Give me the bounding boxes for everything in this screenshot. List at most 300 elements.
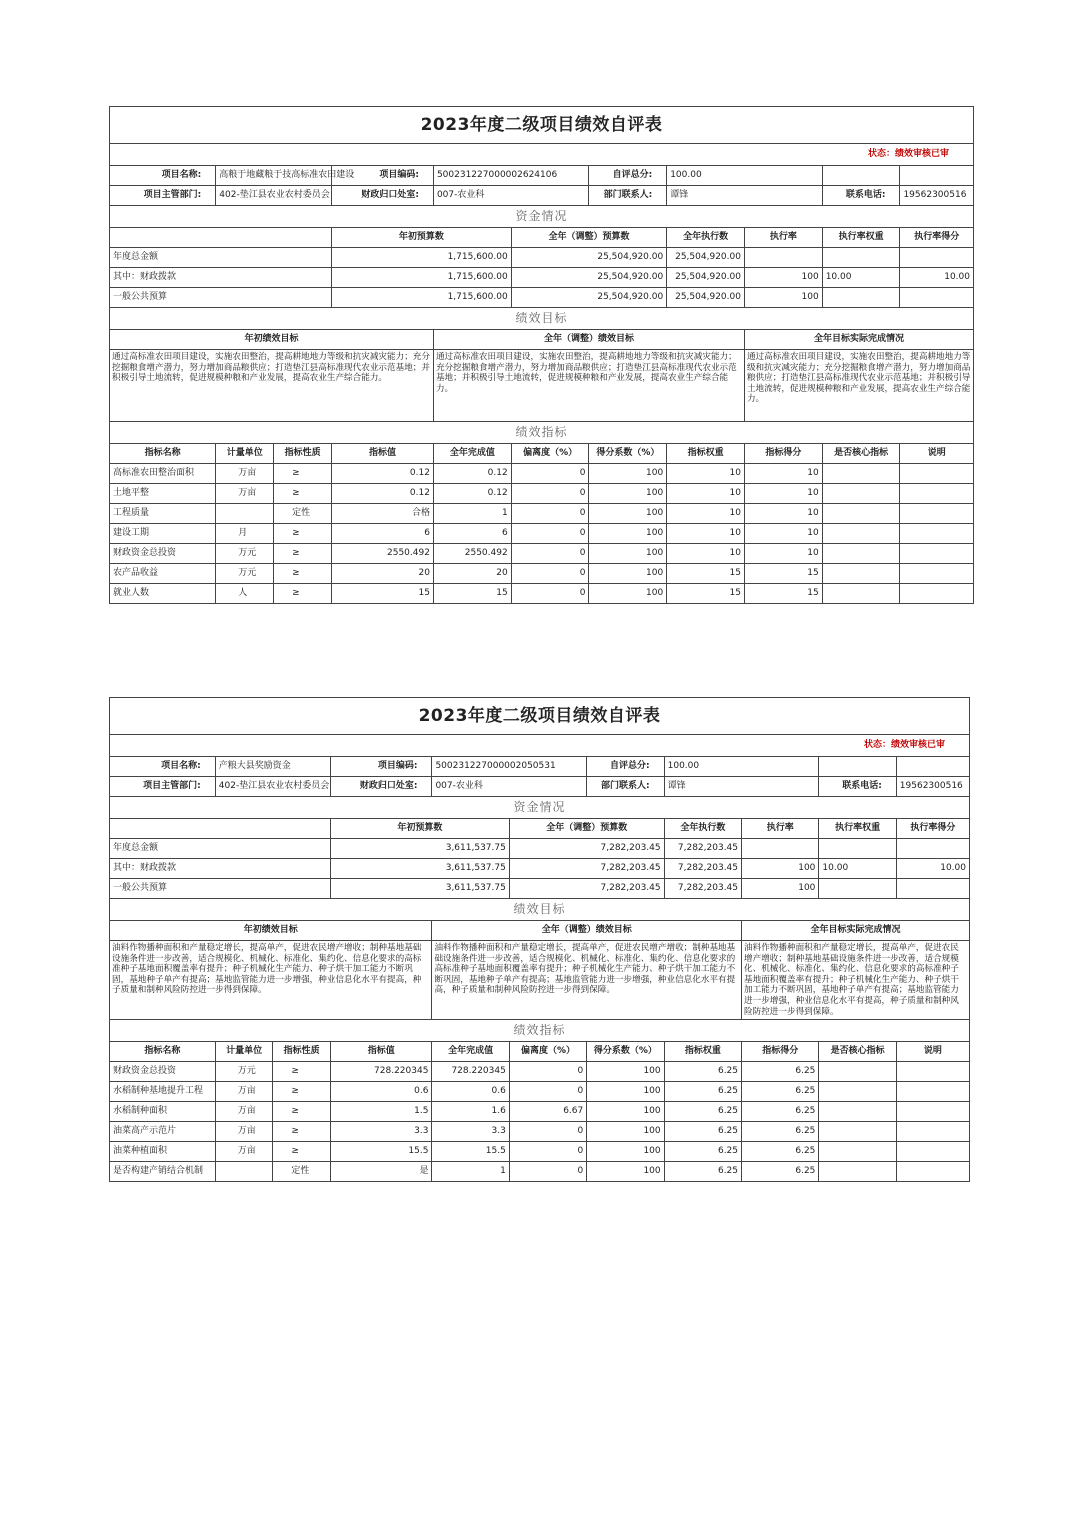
project-code-label: 项目编码: bbox=[332, 166, 434, 186]
indicator-cell: 6.25 bbox=[664, 1162, 741, 1182]
indicator-row bbox=[110, 464, 974, 484]
indicator-name: 工程质量 bbox=[110, 504, 216, 524]
indicator-row bbox=[110, 504, 974, 524]
indicator-cell bbox=[822, 524, 900, 544]
indicator-cell: 万元 bbox=[216, 564, 274, 584]
funds-cell: 7,282,203.45 bbox=[509, 859, 664, 879]
indicator-cell: 100 bbox=[587, 1142, 664, 1162]
indicator-header-cell: 偏离度（%） bbox=[509, 1042, 586, 1062]
funds-cell bbox=[900, 288, 974, 308]
funds-cell: 1,715,600.00 bbox=[332, 248, 512, 268]
indicator-cell: 15 bbox=[433, 584, 511, 604]
indicator-header-cell: 指标权重 bbox=[667, 444, 745, 464]
indicator-body bbox=[110, 464, 974, 604]
indicator-name: 水稻制种面积 bbox=[110, 1102, 216, 1122]
indicator-cell: 万亩 bbox=[215, 1122, 273, 1142]
indicator-cell bbox=[819, 1102, 896, 1122]
funds-header-initial: 年初预算数 bbox=[330, 819, 509, 839]
score-label: 自评总分: bbox=[589, 166, 667, 186]
goals-header-row bbox=[110, 921, 970, 941]
funds-header-weight: 执行率权重 bbox=[819, 819, 896, 839]
funds-cell: 10.00 bbox=[819, 859, 896, 879]
indicator-cell: 20 bbox=[332, 564, 434, 584]
indicator-cell: 10 bbox=[667, 524, 745, 544]
indicator-cell: 6.67 bbox=[509, 1102, 586, 1122]
funds-cell: 25,504,920.00 bbox=[667, 288, 745, 308]
indicator-cell: 0 bbox=[509, 1062, 586, 1082]
indicator-cell: 6.25 bbox=[664, 1082, 741, 1102]
goal-header-actual: 全年目标实际完成情况 bbox=[742, 921, 970, 941]
indicator-cell: 6 bbox=[332, 524, 434, 544]
indicator-cell bbox=[896, 1162, 969, 1182]
indicator-body bbox=[110, 1062, 970, 1182]
indicator-cell: ≥ bbox=[273, 1062, 331, 1082]
indicator-cell: 6.25 bbox=[742, 1122, 819, 1142]
indicator-cell bbox=[900, 484, 974, 504]
funds-header-weight: 执行率权重 bbox=[822, 228, 900, 248]
indicator-row bbox=[110, 1082, 970, 1102]
indicator-cell: 0 bbox=[511, 484, 589, 504]
indicator-header-cell: 指标得分 bbox=[744, 444, 822, 464]
indicator-name: 高标准农田整治面积 bbox=[110, 464, 216, 484]
indicator-cell: 0.6 bbox=[330, 1082, 431, 1102]
indicator-cell: 万元 bbox=[215, 1062, 273, 1082]
indicator-cell: 6.25 bbox=[742, 1162, 819, 1182]
funds-cell: 1,715,600.00 bbox=[332, 268, 512, 288]
indicator-cell: ≥ bbox=[274, 564, 332, 584]
indicator-cell bbox=[896, 1122, 969, 1142]
goals-section-title: 绩效目标 bbox=[110, 308, 974, 330]
indicator-cell: 0 bbox=[509, 1082, 586, 1102]
finance-office-value: 007-农业科 bbox=[433, 186, 589, 206]
indicator-row bbox=[110, 1122, 970, 1142]
indicator-cell bbox=[819, 1122, 896, 1142]
indicator-cell: 10 bbox=[667, 504, 745, 524]
indicator-cell bbox=[216, 504, 274, 524]
indicator-cell: 0 bbox=[511, 544, 589, 564]
indicator-name: 财政资金总投资 bbox=[110, 544, 216, 564]
indicator-cell: 0.12 bbox=[332, 484, 434, 504]
indicator-header-cell: 是否核心指标 bbox=[822, 444, 900, 464]
indicator-cell bbox=[900, 504, 974, 524]
indicator-name: 财政资金总投资 bbox=[110, 1062, 216, 1082]
funds-header-score: 执行率得分 bbox=[896, 819, 969, 839]
indicator-header-cell: 说明 bbox=[896, 1042, 969, 1062]
indicator-cell: 0.12 bbox=[433, 484, 511, 504]
indicators-section-title: 绩效指标 bbox=[110, 1020, 970, 1042]
indicator-cell: ≥ bbox=[274, 464, 332, 484]
funds-header-rate: 执行率 bbox=[744, 228, 822, 248]
indicator-cell: 100 bbox=[587, 1082, 664, 1102]
funds-row bbox=[110, 839, 970, 859]
indicator-cell: 0 bbox=[511, 504, 589, 524]
indicator-cell bbox=[819, 1082, 896, 1102]
funds-header-blank bbox=[110, 819, 331, 839]
indicator-cell: 15 bbox=[744, 564, 822, 584]
goal-initial: 油料作物播种面积和产量稳定增长，提高单产，促进农民增产增收；制种基地基础设施条件进一步改善，适合规模化、机械化、标准化、集约化、信息化要求的高标准种子基地面积覆盖率有提升；种子机械化生产能力、种子烘干加工能力不断巩固，基地种子单产有提高；基地监管能力进一步增强，种业信息化水平有提高，种子质量和制种风险防控进一步得到保障。 bbox=[110, 941, 432, 1020]
performance-table bbox=[109, 697, 970, 1182]
indicator-name: 水稻制种基地提升工程 bbox=[110, 1082, 216, 1102]
funds-cell: 25,504,920.00 bbox=[667, 248, 745, 268]
indicator-header-cell: 指标得分 bbox=[742, 1042, 819, 1062]
performance-table bbox=[109, 106, 974, 604]
indicator-cell: 10 bbox=[744, 484, 822, 504]
funds-header-blank bbox=[110, 228, 332, 248]
indicator-name: 油菜种植面积 bbox=[110, 1142, 216, 1162]
indicator-cell: 20 bbox=[433, 564, 511, 584]
indicator-cell: 月 bbox=[216, 524, 274, 544]
indicator-cell: 1 bbox=[432, 1162, 509, 1182]
indicator-row bbox=[110, 484, 974, 504]
indicator-cell: ≥ bbox=[274, 484, 332, 504]
status-text: 状态：绩效审核已审 bbox=[110, 144, 974, 166]
project-name-value: 产粮大县奖励资金 bbox=[215, 757, 330, 777]
funds-row bbox=[110, 859, 970, 879]
indicator-cell: 10 bbox=[744, 504, 822, 524]
funds-header-executed: 全年执行数 bbox=[667, 228, 745, 248]
indicator-cell: 1.6 bbox=[432, 1102, 509, 1122]
indicator-cell: 10 bbox=[667, 544, 745, 564]
finance-office-label: 财政归口处室: bbox=[332, 186, 434, 206]
info-row-2 bbox=[110, 186, 974, 206]
department-label: 项目主管部门: bbox=[110, 186, 216, 206]
indicator-header-cell: 指标名称 bbox=[110, 1042, 216, 1062]
indicator-cell: 是 bbox=[330, 1162, 431, 1182]
funds-body bbox=[110, 248, 974, 308]
score-value: 100.00 bbox=[667, 166, 823, 186]
funds-cell: 10.00 bbox=[900, 268, 974, 288]
goal-adjusted: 通过高标准农田项目建设，实施农田整治，提高耕地地力等级和抗灾减灾能力；充分挖掘粮食增产潜力，努力增加商品粮供应；打造垫江县高标准现代农业示范基地；并积极引导土地流转，促进规模种粮和产业发展，提高农业生产综合能力。 bbox=[433, 350, 744, 422]
project-code-value: 500231227000002624106 bbox=[433, 166, 589, 186]
indicator-cell: 万亩 bbox=[215, 1102, 273, 1122]
indicator-row bbox=[110, 1062, 970, 1082]
indicator-cell bbox=[822, 484, 900, 504]
project-name-label: 项目名称: bbox=[110, 757, 216, 777]
goal-actual: 油料作物播种面积和产量稳定增长，提高单产，促进农民增产增收；制种基地基础设施条件进一步改善，适合规模化、机械化、标准化、集约化、信息化要求的高标准种子基地面积覆盖率有提升；种子机械化生产能力、种子烘干加工能力不断巩固，基地种子单产有提高；基地监管能力进一步增强，种业信息化水平有提高，种子质量和制种风险防控进一步得到保障。 bbox=[742, 941, 970, 1020]
phone-value: 19562300516 bbox=[896, 777, 969, 797]
indicator-cell: ≥ bbox=[273, 1142, 331, 1162]
funds-cell: 3,611,537.75 bbox=[330, 839, 509, 859]
indicator-header-cell: 指标值 bbox=[332, 444, 434, 464]
indicator-name: 是否构建产销结合机制 bbox=[110, 1162, 216, 1182]
form-title: 2023年度二级项目绩效自评表 bbox=[110, 107, 974, 144]
goal-header-adjusted: 全年（调整）绩效目标 bbox=[433, 330, 744, 350]
indicator-cell bbox=[822, 544, 900, 564]
phone-value: 19562300516 bbox=[900, 186, 974, 206]
funds-cell: 10.00 bbox=[896, 859, 969, 879]
indicator-cell bbox=[900, 584, 974, 604]
indicator-cell bbox=[900, 524, 974, 544]
indicator-cell: 0 bbox=[511, 584, 589, 604]
indicator-cell bbox=[896, 1142, 969, 1162]
indicator-cell: 6.25 bbox=[664, 1142, 741, 1162]
indicator-cell bbox=[819, 1062, 896, 1082]
goal-actual: 通过高标准农田项目建设，实施农田整治，提高耕地地力等级和抗灾减灾能力；充分挖掘粮食增产潜力，努力增加商品粮供应；打造垫江县高标准现代农业示范基地；并积极引导土地流转，促进规模种粮和产业发展，提高农业生产综合能力。 bbox=[744, 350, 973, 422]
indicator-cell: 100 bbox=[587, 1162, 664, 1182]
indicator-cell: 6.25 bbox=[742, 1082, 819, 1102]
indicator-cell: 100 bbox=[587, 1122, 664, 1142]
funds-row-label: 一般公共预算 bbox=[110, 288, 332, 308]
indicator-row bbox=[110, 524, 974, 544]
indicator-cell bbox=[900, 544, 974, 564]
indicator-cell bbox=[896, 1082, 969, 1102]
goal-header-initial: 年初绩效目标 bbox=[110, 921, 432, 941]
indicator-cell: 3.3 bbox=[432, 1122, 509, 1142]
indicator-cell: 2550.492 bbox=[332, 544, 434, 564]
funds-cell: 25,504,920.00 bbox=[511, 268, 667, 288]
goals-row bbox=[110, 941, 970, 1020]
indicator-cell bbox=[819, 1142, 896, 1162]
indicator-cell: 0.12 bbox=[433, 464, 511, 484]
indicator-cell: 万亩 bbox=[216, 484, 274, 504]
indicator-row bbox=[110, 544, 974, 564]
indicator-cell: 100 bbox=[589, 584, 667, 604]
funds-row-label: 年度总金额 bbox=[110, 839, 331, 859]
indicator-cell bbox=[896, 1102, 969, 1122]
indicator-cell: ≥ bbox=[274, 544, 332, 564]
funds-cell: 100 bbox=[742, 879, 819, 899]
indicator-header-cell: 得分系数（%） bbox=[589, 444, 667, 464]
indicator-cell: 万亩 bbox=[215, 1142, 273, 1162]
indicator-header-cell: 得分系数（%） bbox=[587, 1042, 664, 1062]
indicator-cell: 0 bbox=[511, 564, 589, 584]
indicator-cell: ≥ bbox=[273, 1122, 331, 1142]
indicator-cell bbox=[822, 464, 900, 484]
indicator-cell: 0 bbox=[509, 1142, 586, 1162]
funds-row-label: 其中：财政拨款 bbox=[110, 859, 331, 879]
indicator-cell: 10 bbox=[744, 524, 822, 544]
funds-header-rate: 执行率 bbox=[742, 819, 819, 839]
indicator-cell: 100 bbox=[589, 564, 667, 584]
indicator-header-cell: 指标性质 bbox=[274, 444, 332, 464]
phone-label: 联系电话: bbox=[822, 186, 900, 206]
indicator-header-cell: 是否核心指标 bbox=[819, 1042, 896, 1062]
funds-cell: 1,715,600.00 bbox=[332, 288, 512, 308]
indicator-cell: 万亩 bbox=[216, 464, 274, 484]
indicator-row bbox=[110, 564, 974, 584]
funds-row bbox=[110, 879, 970, 899]
funds-cell: 7,282,203.45 bbox=[509, 879, 664, 899]
indicator-cell: 15 bbox=[667, 584, 745, 604]
funds-cell bbox=[819, 839, 896, 859]
department-value: 402-垫江县农业农村委员会 bbox=[215, 777, 330, 797]
indicator-cell: 728.220345 bbox=[432, 1062, 509, 1082]
info-row-1 bbox=[110, 166, 974, 186]
indicator-cell: ≥ bbox=[273, 1102, 331, 1122]
funds-cell bbox=[900, 248, 974, 268]
indicator-cell: 万元 bbox=[216, 544, 274, 564]
indicator-cell: 15 bbox=[744, 584, 822, 604]
funds-row bbox=[110, 268, 974, 288]
contact-person-label: 部门联系人: bbox=[587, 777, 664, 797]
indicator-cell: 100 bbox=[589, 524, 667, 544]
indicator-cell: 定性 bbox=[274, 504, 332, 524]
indicator-header-cell: 偏离度（%） bbox=[511, 444, 589, 464]
funds-section-title: 资金情况 bbox=[110, 797, 970, 819]
funds-cell bbox=[896, 839, 969, 859]
indicator-header-cell: 指标名称 bbox=[110, 444, 216, 464]
indicator-name: 土地平整 bbox=[110, 484, 216, 504]
goal-header-initial: 年初绩效目标 bbox=[110, 330, 434, 350]
goal-adjusted: 油料作物播种面积和产量稳定增长，提高单产，促进农民增产增收；制种基地基础设施条件进一步改善，适合规模化、机械化、标准化、集约化、信息化要求的高标准种子基地面积覆盖率有提升；种子机械化生产能力、种子烘干加工能力不断巩固，基地种子单产有提高；基地监管能力进一步增强，种业信息化水平有提高，种子质量和制种风险防控进一步得到保障。 bbox=[432, 941, 742, 1020]
indicator-cell: 728.220345 bbox=[330, 1062, 431, 1082]
indicator-header-cell: 指标值 bbox=[330, 1042, 431, 1062]
info-row-2 bbox=[110, 777, 970, 797]
funds-header-initial: 年初预算数 bbox=[332, 228, 512, 248]
funds-cell: 7,282,203.45 bbox=[664, 839, 741, 859]
indicator-cell: 6.25 bbox=[742, 1062, 819, 1082]
funds-header-row bbox=[110, 228, 974, 248]
indicator-cell bbox=[822, 564, 900, 584]
funds-cell: 10.00 bbox=[822, 268, 900, 288]
indicator-name: 建设工期 bbox=[110, 524, 216, 544]
indicator-name: 农产品收益 bbox=[110, 564, 216, 584]
indicator-cell: 6.25 bbox=[664, 1122, 741, 1142]
indicator-row bbox=[110, 1102, 970, 1122]
indicator-row bbox=[110, 584, 974, 604]
form-2 bbox=[109, 697, 970, 1182]
project-name-value: 高粮于地藏粮于技高标准农田建设 bbox=[216, 166, 332, 186]
funds-row-label: 一般公共预算 bbox=[110, 879, 331, 899]
indicator-header-row bbox=[110, 1042, 970, 1062]
funds-header-row bbox=[110, 819, 970, 839]
status-text: 状态：绩效审核已审 bbox=[110, 735, 970, 757]
indicator-cell: 0.12 bbox=[332, 464, 434, 484]
indicator-cell: 15 bbox=[667, 564, 745, 584]
indicator-header-cell: 全年完成值 bbox=[432, 1042, 509, 1062]
indicator-cell: 10 bbox=[744, 544, 822, 564]
info-row-1 bbox=[110, 757, 970, 777]
indicator-cell: 3.3 bbox=[330, 1122, 431, 1142]
department-value: 402-垫江县农业农村委员会 bbox=[216, 186, 332, 206]
goal-header-actual: 全年目标实际完成情况 bbox=[744, 330, 973, 350]
indicator-header-row bbox=[110, 444, 974, 464]
funds-cell: 100 bbox=[744, 288, 822, 308]
form-1 bbox=[109, 106, 974, 604]
goals-section-title: 绩效目标 bbox=[110, 899, 970, 921]
indicator-cell: 10 bbox=[744, 464, 822, 484]
indicator-cell: 100 bbox=[589, 504, 667, 524]
goals-header-row bbox=[110, 330, 974, 350]
indicator-cell bbox=[822, 504, 900, 524]
indicator-cell: 定性 bbox=[273, 1162, 331, 1182]
indicator-cell: 100 bbox=[589, 544, 667, 564]
goals-row bbox=[110, 350, 974, 422]
score-label: 自评总分: bbox=[587, 757, 664, 777]
funds-cell bbox=[822, 248, 900, 268]
indicator-cell: 6.25 bbox=[664, 1102, 741, 1122]
indicator-cell bbox=[819, 1162, 896, 1182]
project-name-label: 项目名称: bbox=[110, 166, 216, 186]
indicator-cell: ≥ bbox=[274, 584, 332, 604]
contact-person-label: 部门联系人: bbox=[589, 186, 667, 206]
finance-office-label: 财政归口处室: bbox=[330, 777, 431, 797]
funds-cell bbox=[822, 288, 900, 308]
project-code-value: 500231227000002050531 bbox=[432, 757, 587, 777]
funds-cell: 7,282,203.45 bbox=[509, 839, 664, 859]
indicator-header-cell: 说明 bbox=[900, 444, 974, 464]
funds-cell: 7,282,203.45 bbox=[664, 879, 741, 899]
indicator-name: 油菜高产示范片 bbox=[110, 1122, 216, 1142]
funds-cell: 25,504,920.00 bbox=[511, 288, 667, 308]
indicator-cell: 6.25 bbox=[742, 1102, 819, 1122]
funds-header-adjusted: 全年（调整）预算数 bbox=[511, 228, 667, 248]
funds-row bbox=[110, 288, 974, 308]
indicator-cell: 15.5 bbox=[432, 1142, 509, 1162]
indicator-cell: 2550.492 bbox=[433, 544, 511, 564]
indicator-cell: 1 bbox=[433, 504, 511, 524]
funds-section-title: 资金情况 bbox=[110, 206, 974, 228]
indicator-cell: 6 bbox=[433, 524, 511, 544]
indicators-section-title: 绩效指标 bbox=[110, 422, 974, 444]
indicator-header-cell: 指标权重 bbox=[664, 1042, 741, 1062]
indicator-name: 就业人数 bbox=[110, 584, 216, 604]
goal-initial: 通过高标准农田项目建设，实施农田整治，提高耕地地力等级和抗灾减灾能力；充分挖掘粮食增产潜力，努力增加商品粮供应；打造垫江县高标准现代农业示范基地；并积极引导土地流转，促进规模种粮和产业发展，提高农业生产综合能力。 bbox=[110, 350, 434, 422]
indicator-cell: 合格 bbox=[332, 504, 434, 524]
indicator-cell: 10 bbox=[667, 464, 745, 484]
funds-cell bbox=[819, 879, 896, 899]
funds-cell: 100 bbox=[744, 268, 822, 288]
indicator-cell: 10 bbox=[667, 484, 745, 504]
indicator-header-cell: 计量单位 bbox=[216, 444, 274, 464]
indicator-cell bbox=[900, 464, 974, 484]
indicator-cell: 100 bbox=[587, 1102, 664, 1122]
phone-label: 联系电话: bbox=[819, 777, 896, 797]
indicator-cell: 100 bbox=[589, 484, 667, 504]
indicator-cell bbox=[215, 1162, 273, 1182]
indicator-cell: ≥ bbox=[274, 524, 332, 544]
indicator-cell: ≥ bbox=[273, 1082, 331, 1102]
indicator-row bbox=[110, 1162, 970, 1182]
funds-cell: 25,504,920.00 bbox=[667, 268, 745, 288]
goal-header-adjusted: 全年（调整）绩效目标 bbox=[432, 921, 742, 941]
indicator-cell bbox=[822, 584, 900, 604]
indicator-row bbox=[110, 1142, 970, 1162]
score-value: 100.00 bbox=[664, 757, 819, 777]
indicator-cell: 人 bbox=[216, 584, 274, 604]
indicator-cell: 6.25 bbox=[664, 1062, 741, 1082]
indicator-cell: 1.5 bbox=[330, 1102, 431, 1122]
funds-header-adjusted: 全年（调整）预算数 bbox=[509, 819, 664, 839]
indicator-header-cell: 全年完成值 bbox=[433, 444, 511, 464]
department-label: 项目主管部门: bbox=[110, 777, 216, 797]
indicator-cell: 6.25 bbox=[742, 1142, 819, 1162]
funds-row bbox=[110, 248, 974, 268]
funds-header-executed: 全年执行数 bbox=[664, 819, 741, 839]
funds-cell bbox=[742, 839, 819, 859]
contact-person-value: 谭锋 bbox=[664, 777, 819, 797]
funds-cell bbox=[896, 879, 969, 899]
funds-row-label: 年度总金额 bbox=[110, 248, 332, 268]
contact-person-value: 谭锋 bbox=[667, 186, 823, 206]
indicator-cell bbox=[896, 1062, 969, 1082]
indicator-header-cell: 计量单位 bbox=[215, 1042, 273, 1062]
indicator-cell: 0.6 bbox=[432, 1082, 509, 1102]
funds-cell: 100 bbox=[742, 859, 819, 879]
indicator-cell: 0 bbox=[509, 1122, 586, 1142]
indicator-cell: 0 bbox=[509, 1162, 586, 1182]
indicator-header-cell: 指标性质 bbox=[273, 1042, 331, 1062]
indicator-cell: 0 bbox=[511, 464, 589, 484]
funds-header-score: 执行率得分 bbox=[900, 228, 974, 248]
funds-cell: 7,282,203.45 bbox=[664, 859, 741, 879]
indicator-cell: 0 bbox=[511, 524, 589, 544]
indicator-cell: 15.5 bbox=[330, 1142, 431, 1162]
form-title: 2023年度二级项目绩效自评表 bbox=[110, 698, 970, 735]
indicator-cell: 100 bbox=[589, 464, 667, 484]
funds-cell: 3,611,537.75 bbox=[330, 859, 509, 879]
indicator-cell bbox=[900, 564, 974, 584]
